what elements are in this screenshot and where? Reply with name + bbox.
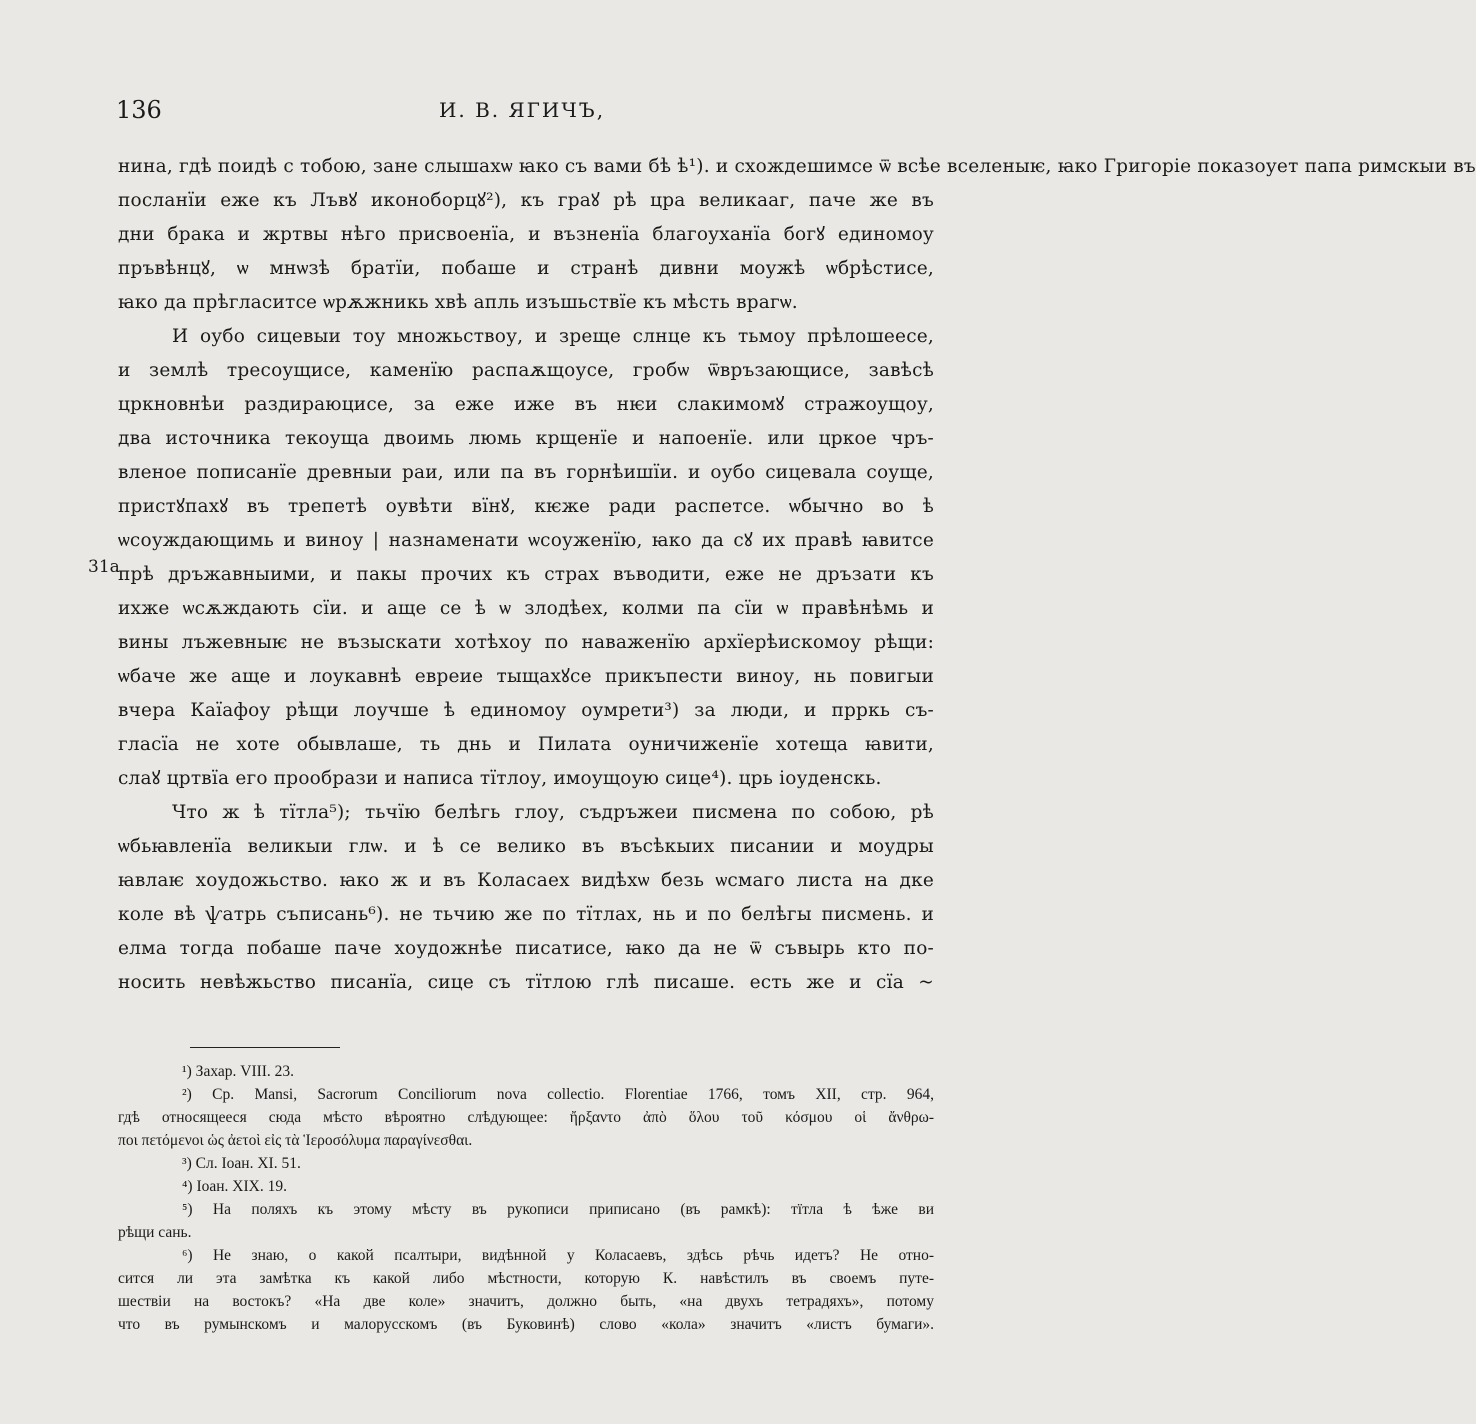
footnote-6-cont: сится ли эта замѣтка къ какой либо мѣстности, которую К. навѣстилъ въ своемъ путе- <box>118 1270 934 1287</box>
text-line: цркновнѣи раздираюцисе, за еже иже въ нѥи слакимомꙋ стражоущоу, <box>118 394 934 415</box>
footnote-6-cont: что въ румынскомъ и малорусскомъ (въ Буковинѣ) слово «кола» значитъ «листъ бумаги». <box>118 1316 934 1333</box>
text-line: И оубо сицевыи тоу множьствоу, и зреще слнце къ тьмоу прѣлошеесе, <box>172 326 934 347</box>
footnote-1: ¹) Захар. VIII. 23. <box>182 1063 295 1080</box>
footnote-5: ⁵) На поляхъ къ этому мѣсту въ рукописи приписано (въ рамкѣ): тїтла ѣ ѣже ви <box>182 1201 934 1218</box>
text-line: пръвѣнцꙋ, ѡ мнѡзѣ братїи, побаше и странѣ дивни моужѣ ѡбрѣстисе, <box>118 258 934 279</box>
text-line: ѡсоуждающимь и виноу | назнаменати ѡсоуженїю, ꙗко да сꙋ их правѣ ꙗвитсе <box>118 530 934 551</box>
footnote-2-cont: гдѣ относящееся сюда мѣсто вѣроятно слѣдующее: ἤρξαντο ἀπὸ ὅλου τοῦ κόσμου οἱ ἄνθρω- <box>118 1109 934 1126</box>
footnote-6: ⁶) Не знаю, о какой псалтыри, видѣнной у Коласаевъ, здѣсь рѣчь идетъ? Не отно- <box>182 1247 934 1264</box>
text-line: ꙗко да прѣгласитсе ѡрѫжникь хвѣ апль изъшьствїе къ мѣсть врагѡ. <box>118 292 798 313</box>
text-line: пристꙋпахꙋ въ трепетѣ оувѣти вїнꙋ, кѥже ради распетсе. ѡбычно во ѣ <box>118 496 934 517</box>
text-line: прѣ дръжавныими, и пакы прочих къ страх въводити, еже не дръзати къ <box>118 564 934 585</box>
footnote-2: ²) Ср. Mansi, Sacrorum Conciliorum nova collectio. Florentiae 1766, томъ XII, стр. 964, <box>182 1086 934 1103</box>
running-head: И. В. ЯГИЧЪ, <box>438 98 606 122</box>
text-line: ѡбьꙗвленїа великыи глѡ. и ѣ се велико въ въсѣкыих писании и моудры <box>118 836 934 857</box>
text-line: ѡбаче же аще и лоукавнѣ евреие тыщахꙋсе прикъпести виноу, нь повигыи <box>118 666 934 687</box>
text-line: ихже ѡсѫждають сїи. и аще се ѣ ѡ злодѣех, колми па сїи ѡ правѣнѣмь и <box>118 598 934 619</box>
footnote-6-cont: шествіи на востокъ? «На две коле» значитъ, должно быть, «на двухъ тетрадяхъ», потому <box>118 1293 934 1310</box>
margin-folio-note: 31a <box>88 557 120 577</box>
main-text <box>118 150 1476 1000</box>
footnote-3: ³) Сл. Іоан. XI. 51. <box>182 1155 301 1172</box>
text-line: посланїи еже къ Лъвꙋ иконоборцꙋ²), къ граꙋ рѣ цра великааг, паче же въ <box>118 190 934 211</box>
text-line: елма тогда побаше паче хоудожнѣе писатисе, ꙗко да не ѿ съвырь кто по- <box>118 938 934 959</box>
text-line: носить невѣжьство писанїа, сице съ тїтлою глѣ писаше. есть же и сїа ~ <box>118 972 934 993</box>
text-line: вчера Каїафоу рѣщи лоучше ѣ единомоу оумрети³) за люди, и прркь съ- <box>118 700 934 721</box>
page-header <box>116 96 928 126</box>
text-line: два источника текоуща двоимь люмь крщенїе и напоенїе. или цркое чръ- <box>118 428 934 449</box>
text-line: гласїа не хоте обывлаше, ть днь и Пилата оуничиженїе хотеща ꙗвити, <box>118 734 934 755</box>
text-line: вины лъжевныѥ не възыскати хотѣхоу по наваженїю архїерѣискомоу рѣщи: <box>118 632 934 653</box>
footnote-2-cont: ποι πετόμενοι ὡς ἀετοὶ εἰς τὰ Ἱεροσόλυμα παραγίνεσθαι. <box>118 1132 473 1149</box>
footnote-divider <box>190 1047 340 1048</box>
text-line: коле вѣ ѱатрь съписань⁶). не тьчию же по тїтлах, нь и по белѣгы писмень. и <box>118 904 934 925</box>
page-number: 136 <box>116 96 162 124</box>
text-line: слаꙋ цртвїа его прообрази и написа тїтлоу, имоущоую сице⁴). црь іоуденскь. <box>118 768 882 789</box>
footnotes <box>118 1060 934 1336</box>
text-line: ꙗвлаѥ хоудожьство. ꙗко ж и въ Коласаех видѣхѡ безь ѡсмаго листа на дке <box>118 870 934 891</box>
text-line: дни брака и жртвы нѣго присвоенїа, и възненїа благоуханїа богꙋ единомоу <box>118 224 934 245</box>
text-line: Что ж ѣ тїтла⁵); тьчїю белѣгь глоу, съдръжеи писмена по собою, рѣ <box>172 802 934 823</box>
footnote-4: ⁴) Іоан. XIX. 19. <box>182 1178 287 1195</box>
text-line: и землѣ тресоущисе, каменїю распаѫщоусе, гробѡ ѿвръзающисе, завѣсѣ <box>118 360 934 381</box>
text-line: вленое пописанїе древныи раи, или па въ горнѣишїи. и оубо сицевала соуще, <box>118 462 934 483</box>
footnote-5-cont: рѣщи сань. <box>118 1224 192 1241</box>
text-line: нина, гдѣ поидѣ с тобою, зане слышахѡ ꙗко съ вами бѣ ѣ¹). и схождешимсе ѿ всѣе вселеныѥ, ꙗко Григоріе показоует папа римскыи въ <box>118 156 1476 177</box>
